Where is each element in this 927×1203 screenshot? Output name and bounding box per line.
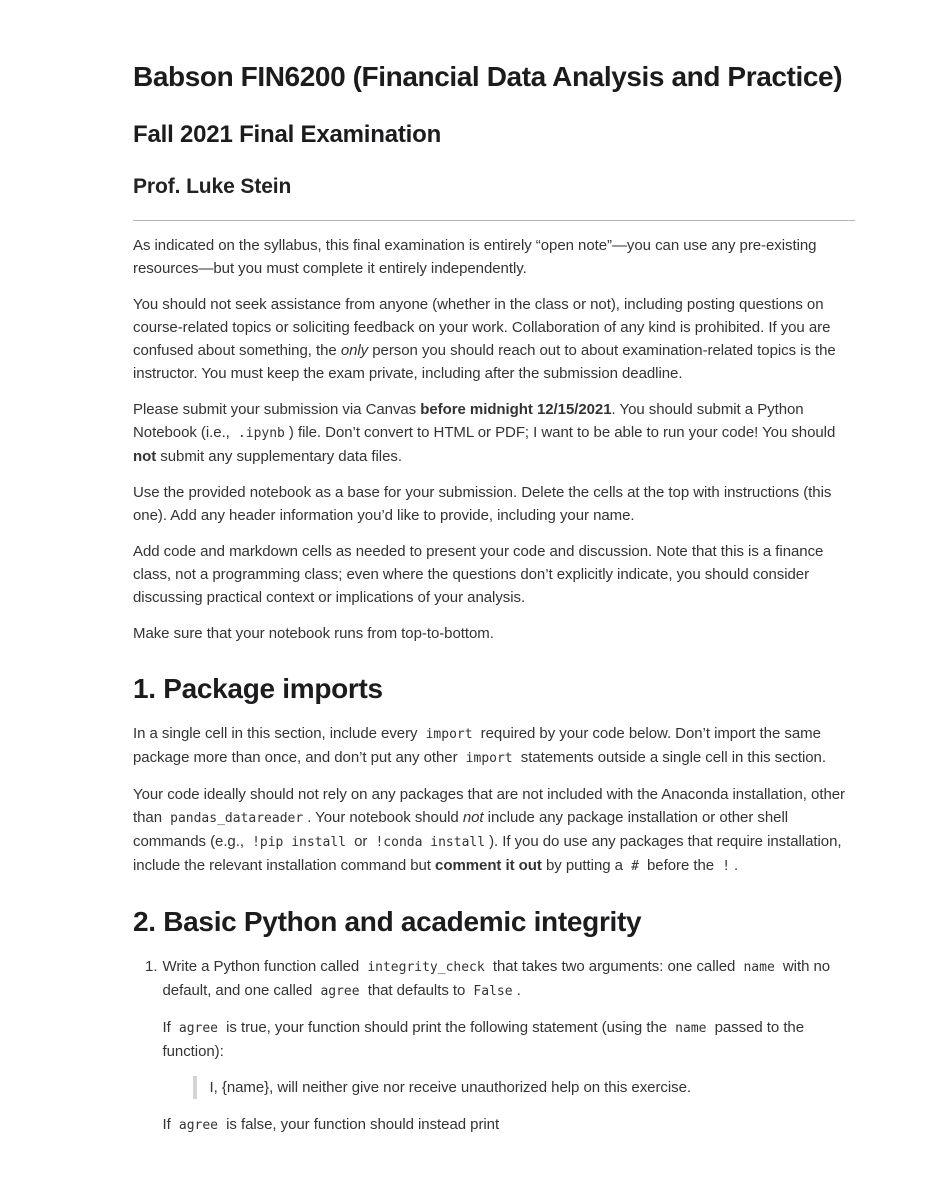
- section-1-heading: 1. Package imports: [133, 673, 383, 704]
- intro-paragraph-3: Please submit your submission via Canvas before midnight 12/15/2021. You should submit a Python Notebook (i.e., .ipynb ) file. Don’t convert to HTML or PDF; I want to be able to run your code! You should not submit any supplementary data files.: [133, 401, 836, 465]
- intro-paragraph-1: As indicated on the syllabus, this final examination is entirely “open note”—you can use any pre-existing resources—but you must complete it entirely independently.: [133, 237, 817, 277]
- list-item-1-paragraph-3: If agree is false, your function should instead print: [162, 1116, 500, 1133]
- list-item-1-paragraph-1: Write a Python function called integrity_check that takes two arguments: one called name with no default, and one called agree that defaults to False .: [162, 958, 831, 999]
- divider: [133, 220, 855, 221]
- intro-paragraph-5: Add code and markdown cells as needed to present your code and discussion. Note that this is a finance class, not a programming class; even where the questions don’t explicitly indicate, you should consider discussing practical context or implications of your analysis.: [133, 543, 824, 606]
- quote-block: [193, 1076, 855, 1099]
- list-item-body: [163, 955, 855, 1150]
- exercise-list: [133, 955, 855, 1150]
- section-2-heading: 2. Basic Python and academic integrity: [133, 906, 642, 937]
- intro-paragraph-2: You should not seek assistance from anyone (whether in the class or not), including posting questions on course-related topics or soliciting feedback on your work. Collaboration of any kind is prohibited. If you are confused about something, the only person you should reach out to about examination-related topics is the instructor. You must keep the exam private, including after the submission deadline.: [133, 296, 836, 382]
- list-item-1: [145, 955, 855, 1150]
- list-item-1-paragraph-2: If agree is true, your function should print the following statement (using the name passed to the function):: [162, 1019, 805, 1060]
- quote-text: I, {name}, will neither give nor receive unauthorized help on this exercise.: [209, 1079, 691, 1096]
- document-subtitle: Fall 2021 Final Examination: [133, 121, 442, 148]
- intro-paragraph-4: Use the provided notebook as a base for your submission. Delete the cells at the top with instructions (this one). Add any header information you’d like to provide, including your name.: [133, 484, 832, 524]
- document-author: Prof. Luke Stein: [133, 175, 292, 198]
- section-1-paragraph-1: In a single cell in this section, include every import required by your code below. Don’t import the same package more than once, and don’t put any other import statements outside a single cell in this section.: [133, 725, 826, 766]
- document-title: Babson FIN6200 (Financial Data Analysis and Practice): [133, 61, 843, 92]
- intro-paragraph-6: Make sure that your notebook runs from top-to-bottom.: [133, 625, 494, 642]
- list-item-number: 1.: [145, 958, 158, 975]
- section-1-paragraph-2: Your code ideally should not rely on any packages that are not included with the Anaconda installation, other than pandas_datareader . Your notebook should not include any package installation or other shell commands (e.g., !pip install or !conda install ). If you do use any packages that require installation, include the relevant installation command but comment it out by putting a # before the ! .: [133, 786, 845, 874]
